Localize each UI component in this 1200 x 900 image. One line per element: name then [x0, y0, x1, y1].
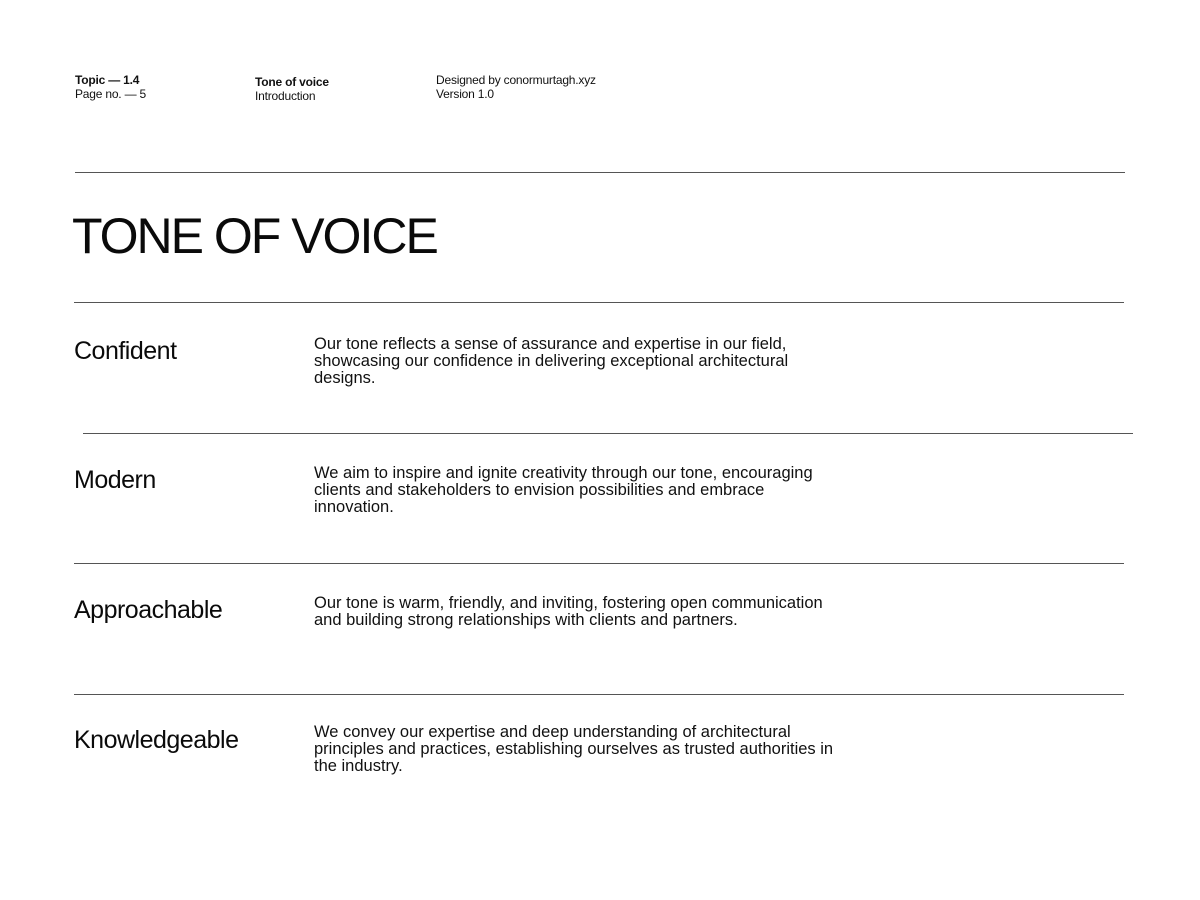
trait-name: Approachable [74, 596, 223, 624]
topic-number: Topic — 1.4 [75, 73, 140, 87]
trait-description: Our tone is warm, friendly, and inviting, fostering open communication and building strong relationships with clients and partners. [314, 594, 823, 629]
row-divider [74, 563, 1124, 564]
row-divider [83, 433, 1133, 434]
trait-description: Our tone reflects a sense of assurance and expertise in our field, showcasing our confidence in delivering exceptional architectural designs. [314, 335, 789, 387]
trait-name: Modern [74, 466, 156, 494]
page-title: TONE OF VOICE [72, 208, 437, 264]
designer-credit: Designed by conormurtagh.xyz [436, 73, 596, 87]
section-title: Tone of voice [255, 75, 329, 89]
topic-meta [75, 73, 146, 101]
row-divider [74, 694, 1124, 695]
trait-name: Confident [74, 337, 177, 365]
trait-description: We convey our expertise and deep understanding of architectural principles and practices, establishing ourselves as trusted authorities in the industry. [314, 723, 834, 775]
version-label: Version 1.0 [436, 87, 494, 101]
row-divider [74, 302, 1124, 303]
section-subtitle: Introduction [255, 89, 316, 103]
trait-description: We aim to inspire and ignite creativity through our tone, encouraging clients and stakeholders to envision possibilities and embrace innovation. [314, 464, 813, 516]
trait-name: Knowledgeable [74, 726, 239, 754]
top-divider [75, 172, 1125, 173]
section-meta [255, 75, 329, 103]
credit-meta [436, 73, 596, 101]
page-number: Page no. — 5 [75, 87, 146, 101]
